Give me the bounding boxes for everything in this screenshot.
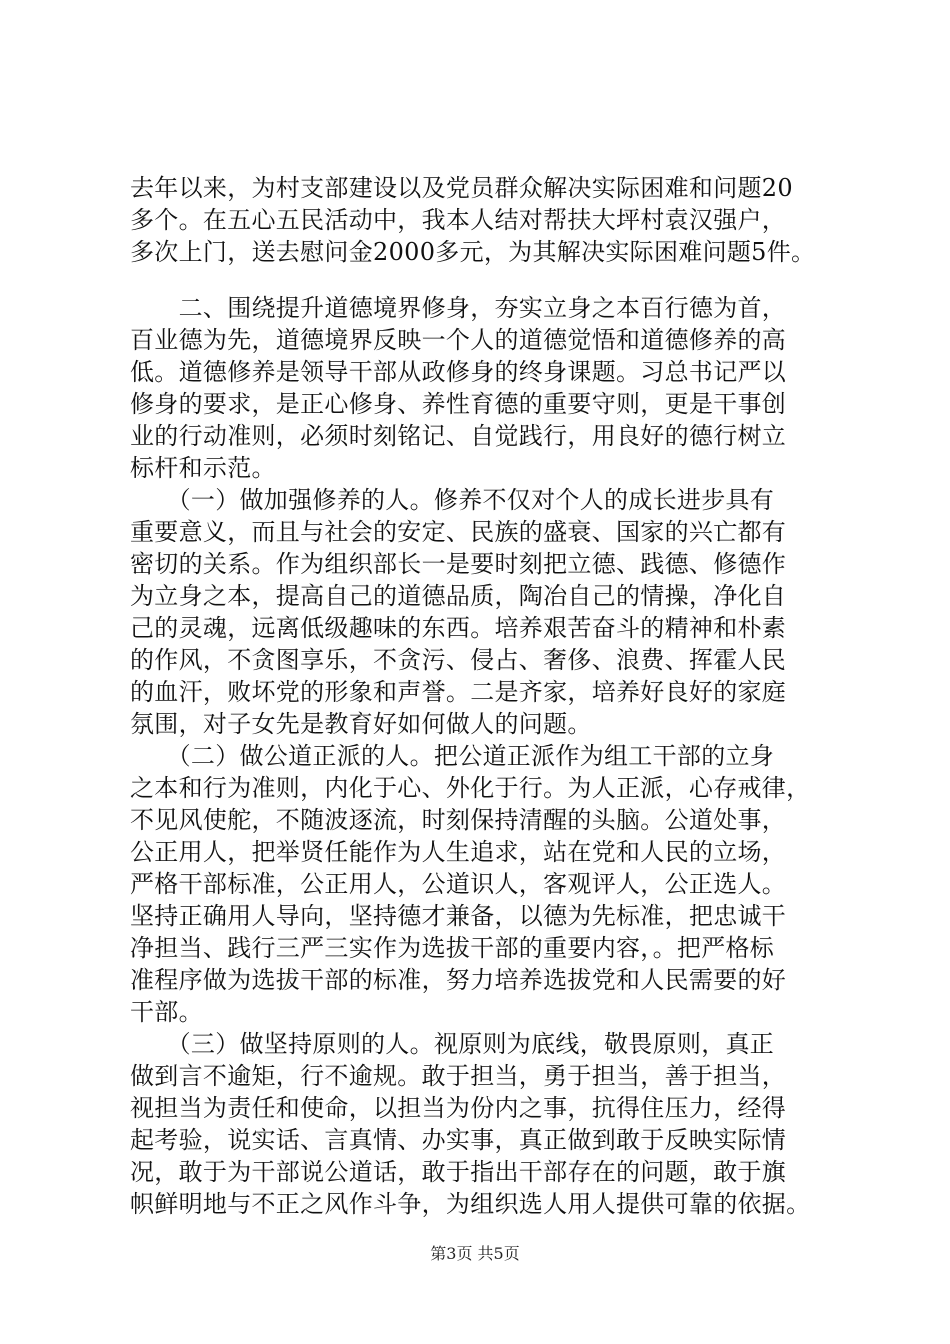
text-line: （一）做加强修养的人。修养不仅对个人的成长进步具有	[130, 486, 775, 514]
text-line: 业的行动准则，必须时刻铭记、自觉践行，用良好的德行树立	[130, 422, 787, 450]
text-line: 干部。	[130, 998, 203, 1026]
text-line: 况，敢于为干部说公道话，敢于指出干部存在的问题，敢于旗	[130, 1158, 787, 1186]
text-line: 多次上门，送去慰问金2000多元，为其解决实际困难问题5件。	[130, 238, 816, 266]
text-line: 的血汗，败坏党的形象和声誉。二是齐家，培养好良好的家庭	[130, 678, 787, 706]
text-line: 之本和行为准则，内化于心、外化于行。为人正派，心存戒律，	[130, 774, 811, 802]
text-line: （二）做公道正派的人。把公道正派作为组工干部的立身	[130, 742, 775, 770]
text-line: 去年以来，为村支部建设以及党员群众解决实际困难和问题20	[130, 174, 793, 202]
subsection-one	[130, 484, 850, 740]
text-line: 二、围绕提升道德境界修身，夯实立身之本百行德为首，	[130, 294, 787, 322]
subsection-two	[130, 740, 850, 1028]
text-line: 起考验，说实话、言真情、办实事，真正做到敢于反映实际情	[130, 1126, 787, 1154]
text-line: 低。道德修养是领导干部从政修身的终身课题。习总书记严以	[130, 358, 787, 386]
text-line: 的作风，不贪图享乐，不贪污、侵占、奢侈、浪费、挥霍人民	[130, 646, 787, 674]
text-line: 标杆和示范。	[130, 454, 276, 482]
paragraph-intro-continued	[130, 172, 850, 268]
text-line: 准程序做为选拔干部的标准，努力培养选拔党和人民需要的好	[130, 966, 787, 994]
text-line: 视担当为责任和使命，以担当为份内之事，抗得住压力，经得	[130, 1094, 787, 1122]
text-line: 公正用人，把举贤任能作为人生追求，站在党和人民的立场，	[130, 838, 787, 866]
text-line: 多个。在五心五民活动中，我本人结对帮扶大坪村袁汉强户，	[130, 206, 787, 234]
subsection-three	[130, 1028, 850, 1220]
text-line: （三）做坚持原则的人。视原则为底线，敬畏原则，真正	[130, 1030, 775, 1058]
section-two	[130, 292, 850, 484]
paragraph-spacer	[130, 268, 850, 292]
document-body	[130, 172, 850, 1220]
text-line: 为立身之本，提高自己的道德品质，陶冶自己的情操，净化自	[130, 582, 787, 610]
text-line: 严格干部标准，公正用人，公道识人，客观评人，公正选人。	[130, 870, 787, 898]
text-line: 百业德为先，道德境界反映一个人的道德觉悟和道德修养的高	[130, 326, 787, 354]
text-line: 做到言不逾矩，行不逾规。敢于担当，勇于担当，善于担当，	[130, 1062, 787, 1090]
text-line: 己的灵魂，远离低级趣味的东西。培养艰苦奋斗的精神和朴素	[130, 614, 787, 642]
text-line: 帜鲜明地与不正之风作斗争，为组织选人用人提供可靠的依据。	[130, 1190, 811, 1218]
text-line: 修身的要求，是正心修身、养性育德的重要守则，更是干事创	[130, 390, 787, 418]
page-footer: 第3页 共5页	[430, 1244, 520, 1263]
text-line: 净担当、践行三严三实作为选拔干部的重要内容，。把严格标	[130, 934, 775, 962]
text-line: 重要意义，而且与社会的安定、民族的盛衰、国家的兴亡都有	[130, 518, 787, 546]
text-line: 坚持正确用人导向，坚持德才兼备，以德为先标准，把忠诚干	[130, 902, 787, 930]
text-line: 不见风使舵，不随波逐流，时刻保持清醒的头脑。公道处事，	[130, 806, 787, 834]
text-line: 氛围，对子女先是教育好如何做人的问题。	[130, 710, 592, 738]
text-line: 密切的关系。作为组织部长一是要时刻把立德、践德、修德作	[130, 550, 787, 578]
